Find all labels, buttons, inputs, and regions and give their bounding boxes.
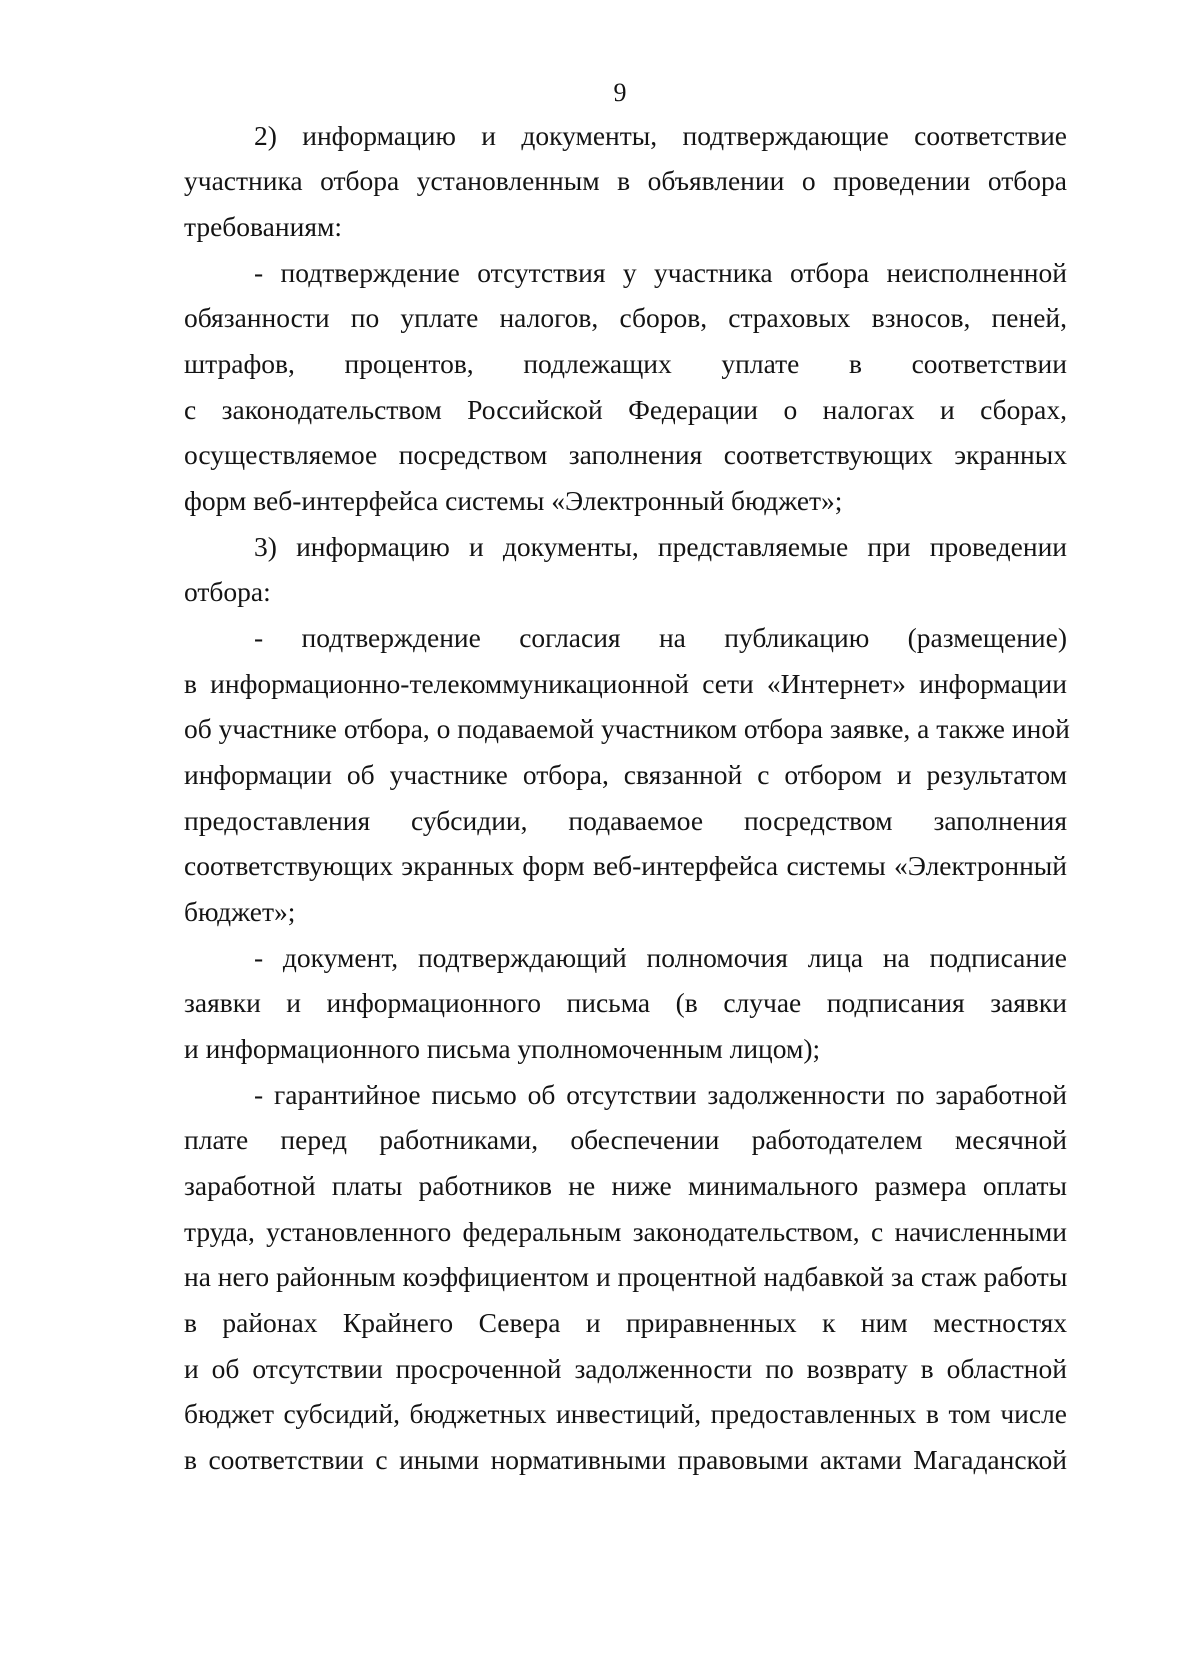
text-line: с законодательством Российской Федерации о налогах и сборах, [184, 394, 1067, 425]
text-line: штрафов, процентов, подлежащих уплате в соответствии [184, 348, 1067, 379]
text-line: 2) информацию и документы, подтверждающие соответствие [254, 120, 1067, 151]
text-line: в соответствии с иными нормативными правовыми актами Магаданской [184, 1444, 1067, 1475]
text-line: заработной платы работников не ниже минимального размера оплаты [184, 1170, 1067, 1201]
text-line: обязанности по уплате налогов, сборов, страховых взносов, пеней, [184, 302, 1067, 333]
text-line: - подтверждение отсутствия у участника отбора неисполненной [254, 257, 1067, 288]
text-line: информации об участнике отбора, связанной с отбором и результатом [184, 759, 1067, 790]
text-line: - документ, подтверждающий полномочия лица на подписание [254, 942, 1067, 973]
text-line: форм веб-интерфейса системы «Электронный бюджет»; [184, 485, 843, 516]
text-line: об участнике отбора, о подаваемой участником отбора заявке, а также иной [184, 713, 1070, 744]
text-line: на него районным коэффициентом и процентной надбавкой за стаж работы [184, 1261, 1068, 1292]
text-line: бюджет субсидий, бюджетных инвестиций, предоставленных в том числе [184, 1398, 1067, 1429]
page-number: 9 [613, 78, 627, 107]
text-line: и об отсутствии просроченной задолженности по возврату в областной [184, 1353, 1067, 1384]
text-line: заявки и информационного письма (в случае подписания заявки [184, 987, 1067, 1018]
text-line: труда, установленного федеральным законодательством, с начисленными [184, 1216, 1067, 1247]
text-line: бюджет»; [184, 896, 296, 927]
text-line: в районах Крайнего Севера и приравненных к ним местностях [184, 1307, 1067, 1338]
text-line: в информационно-телекоммуникационной сети «Интернет» информации [184, 668, 1067, 699]
text-line: предоставления субсидии, подаваемое посредством заполнения [184, 805, 1067, 836]
text-line: - подтверждение согласия на публикацию (размещение) [254, 622, 1067, 653]
text-line: участника отбора установленным в объявлении о проведении отбора [184, 165, 1067, 196]
text-line: соответствующих экранных форм веб-интерфейса системы «Электронный [184, 850, 1067, 881]
text-line: требованиям: [184, 211, 343, 242]
text-line: осуществляемое посредством заполнения соответствующих экранных [184, 439, 1067, 470]
text-line: плате перед работниками, обеспечении работодателем месячной [184, 1124, 1067, 1155]
text-line: 3) информацию и документы, представляемые при проведении [254, 531, 1067, 562]
text-line: и информационного письма уполномоченным лицом); [184, 1033, 821, 1064]
text-line: - гарантийное письмо об отсутствии задолженности по заработной [254, 1079, 1067, 1110]
text-line: отбора: [184, 576, 271, 607]
